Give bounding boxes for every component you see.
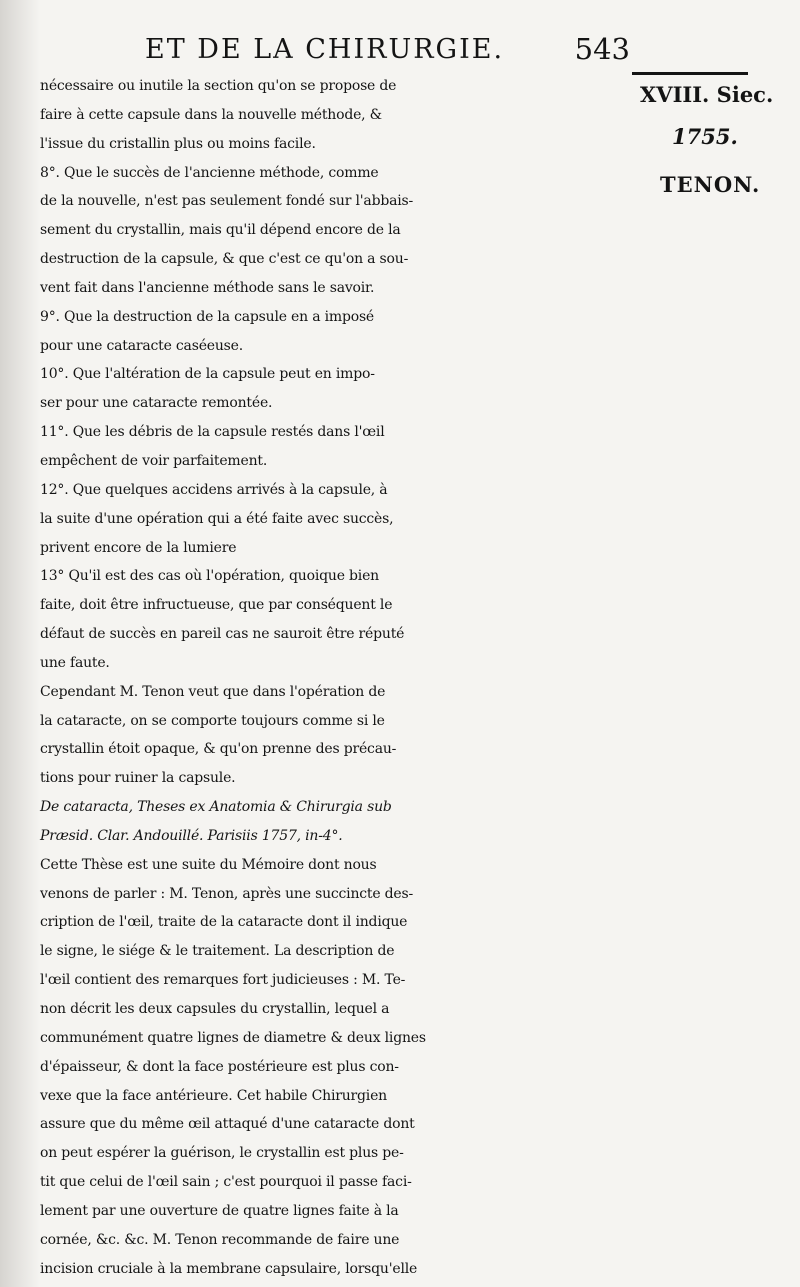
margin-note-year: 1755. [672,124,738,149]
text-line: 13° Qu'il est des cas où l'opération, quoique bien [40,568,379,585]
text-line: l'œil contient des remarques fort judicieuses : M. Te- [40,972,406,989]
text-line: cornée, &c. &c. M. Tenon recommande de faire une [40,1231,400,1248]
text-line: 11°. Que les débris de la capsule restés dans l'œil [40,424,385,441]
text-line: venons de parler : M. Tenon, après une succincte des- [40,885,414,902]
margin-note-century: XVIII. Siec. [640,82,774,107]
running-head-title: ET DE LA CHIRURGIE. [145,34,505,65]
text-line: on peut espérer la guérison, le crystallin est plus pe- [40,1145,404,1162]
text-line: lement par une ouverture de quatre lignes faite à la [40,1202,399,1219]
text-line: tit que celui de l'œil sain ; c'est pourquoi il passe faci- [40,1174,412,1191]
text-line: 10°. Que l'altération de la capsule peut en impo- [40,366,375,383]
text-line: empêchent de voir parfaitement. [40,452,268,469]
text-line: crystallin étoit opaque, & qu'on prenne des précau- [40,741,397,758]
text-line: assure que du même œil attaqué d'une cataracte dont [40,1116,415,1133]
citation-line: De cataracta, Theses ex Anatomia & Chirurgia sub [40,799,392,816]
margin-note-name: TENON. [660,172,761,197]
text-line: défaut de succès en pareil cas ne sauroit être réputé [40,626,405,643]
citation-line: Præsid. Clar. Andouillé. Parisiis 1757, in-4°. [40,827,343,844]
text-line: non décrit les deux capsules du crystallin, lequel a [40,1001,390,1017]
text-line: vent fait dans l'ancienne méthode sans le savoir. [40,279,375,296]
text-line: la suite d'une opération qui a été faite avec succès, [40,510,394,527]
text-line: l'issue du cristallin plus ou moins facile. [40,135,316,152]
text-line: la cataracte, on se comporte toujours comme si le [40,712,385,729]
text-line: pour une cataracte caséeuse. [40,337,243,354]
text-line: faite, doit être infructueuse, que par conséquent le [40,597,393,614]
page-number: 543 [574,32,630,66]
text-line: une faute. [40,654,110,671]
text-line: vexe que la face antérieure. Cet habile Chirurgien [40,1087,387,1104]
text-line: ser pour une cataracte remontée. [40,395,273,412]
text-line: 9°. Que la destruction de la capsule en a imposé [40,308,375,325]
text-line: cription de l'œil, traite de la cataracte dont il indique [40,914,408,931]
text-line: privent encore de la lumiere [40,539,237,556]
text-line: incision cruciale à la membrane capsulaire, lorsqu'elle [40,1260,418,1277]
text-line: 8°. Que le succès de l'ancienne méthode, comme [40,164,379,181]
text-line: faire à cette capsule dans la nouvelle méthode, & [40,106,382,123]
text-line: tions pour ruiner la capsule. [40,770,236,787]
text-line: 12°. Que quelques accidens arrivés à la capsule, à [40,481,388,498]
text-line: nécessaire ou inutile la section qu'on se propose de [40,78,397,94]
text-line: communément quatre lignes de diametre & deux lignes [40,1029,426,1046]
text-line: de la nouvelle, n'est pas seulement fondé sur l'abbais- [40,193,414,210]
gutter-shadow [0,0,40,1287]
text-line: destruction de la capsule, & que c'est ce qu'on a sou- [40,251,409,268]
text-line: Cette Thèse est une suite du Mémoire dont nous [40,856,377,873]
text-line: d'épaisseur, & dont la face postérieure est plus con- [40,1058,399,1075]
text-line: le signe, le siége & le traitement. La description de [40,943,395,960]
running-head [40,30,630,70]
text-line: sement du crystallin, mais qu'il dépend encore de la [40,222,401,239]
body-text [40,72,650,1283]
text-line: Cependant M. Tenon veut que dans l'opération de [40,683,386,700]
